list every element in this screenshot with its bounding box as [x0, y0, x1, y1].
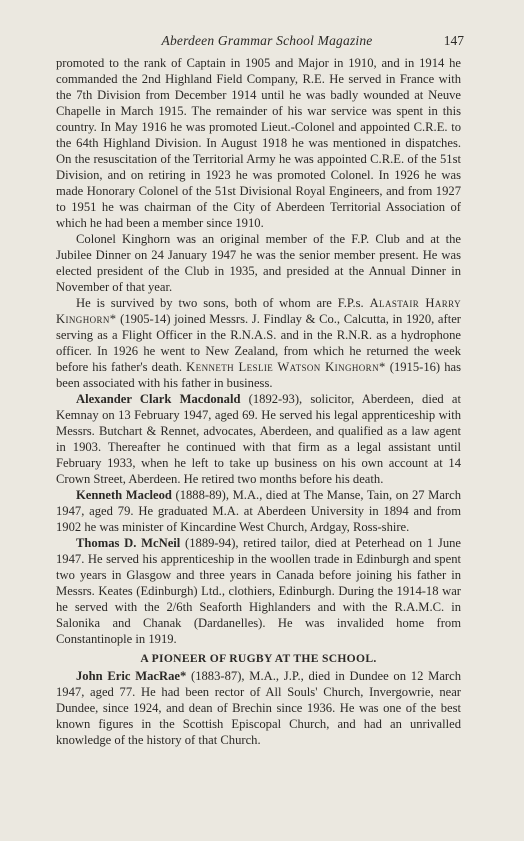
obituary-text: (1892-93), solicitor, Aberdeen, died at Kemnay on 13 February 1947, aged 69. He served his legal apprenticeship with Messrs. Butchart & Rennet, advocates, Aberdeen, and qualified as a law agent in 1903. Thereafter he continued with that firm as a legal assistant until February 1933, when he left to take up business on his own account at 14 Crown Street, Aberdeen. He retired two months before his death.: [56, 392, 461, 486]
obituary-text: (1889-94), retired tailor, died at Peterhead on 1 June 1947. He served his apprenticeship in the woollen trade in Edinburgh and spent two years in Glasgow and three years in Canada before joining his father in Messrs. Keates (Edinburgh) Ltd., clothiers, Edinburgh. During the 1914-18 war he served with the 2/6th Seaforth Highlanders and with the R.A.M.C. in Salonika and Chanak (Dardanelles). He was invalided home from Constantinople in 1919.: [56, 536, 462, 646]
article-paragraph-2: Colonel Kinghorn was an original member of the F.P. Club and at the Jubilee Dinner on 24 January 1947 he was the senior member present. He was elected president of the Club in 1935, and presided at the Annual Dinner in November of that year.: [56, 232, 461, 294]
paragraph-text: (1905-14) joined Messrs. J. Findlay & Co., Calcutta, in 1920, after serving as a Flight Officer in the R.N.A.S. and in the R.N.R. as a hydrophone officer. In 1926 he went to New Zealand, from which he returned the week before his father's death.: [56, 312, 461, 374]
obituary-macdonald: [56, 391, 461, 487]
article-paragraph-1: promoted to the rank of Captain in 1905 and Major in 1910, and in 1914 he commanded the 2nd Highland Field Company, R.E. He served in France with the 7th Division from December 1914 until he was badly wounded at Neuve Chapelle in March 1915. The remainder of his war service was spent in this country. In May 1916 he was promoted Lieut.-Colonel and appointed C.R.E. to the 64th Highland Division. In August 1918 he was mentioned in dispatches. On the resuscitation of the Territorial Army he was appointed C.R.E. of the 51st Division, and on retiring in 1923 he was promoted Colonel. In 1926 he was made Honorary Colonel of the 51st Divisional Royal Engineers, and from 1927 to 1951 he was chairman of the City of Aberdeen Territorial Association of which he had been a member since 1910.: [56, 56, 461, 230]
page-body: [56, 55, 461, 748]
paragraph-text: (1915-16) has been associated with his father in business.: [56, 360, 462, 390]
obituary-mcneil: [56, 535, 461, 647]
obituary-text: (1883-87), M.A., J.P., died in Dundee on 12 March 1947, aged 77. He had been rector of All Souls' Church, Invergowrie, near Dundee, since 1924, and dean of Brechin since 1936. He was one of the best known figures in the Scottish Episcopal Church, and had an unrivalled knowledge of the history of that Church.: [56, 669, 462, 747]
paragraph-text: He is survived by two sons, both of whom are F.P.s.: [76, 296, 370, 310]
person-name-kenneth: Kenneth Leslie Watson Kinghorn*: [186, 360, 386, 374]
obituary-name: Kenneth Macleod: [76, 488, 172, 502]
obituary-name: John Eric MacRae*: [76, 669, 187, 683]
running-title: Aberdeen Grammar School Magazine: [161, 33, 373, 48]
article-paragraph-3: [56, 295, 461, 391]
section-heading: A PIONEER OF RUGBY AT THE SCHOOL.: [140, 652, 377, 665]
obituary-name: Alexander Clark Macdonald: [76, 392, 241, 406]
obituary-macleod: [56, 487, 461, 535]
person-name-alastair: Alastair Harry Kinghorn*: [56, 296, 461, 326]
obituary-macrae: [56, 668, 461, 748]
page-header: [70, 33, 464, 49]
obituary-text: (1888-89), M.A., died at The Manse, Tain, on 27 March 1947, aged 79. He graduated M.A. at Aberdeen University in 1894 and from 1902 he was minister of Kincardine West Church, Ardgay, Ross-shire.: [56, 488, 461, 534]
obituary-name: Thomas D. McNeil: [76, 536, 181, 550]
page-number: 147: [443, 33, 464, 48]
